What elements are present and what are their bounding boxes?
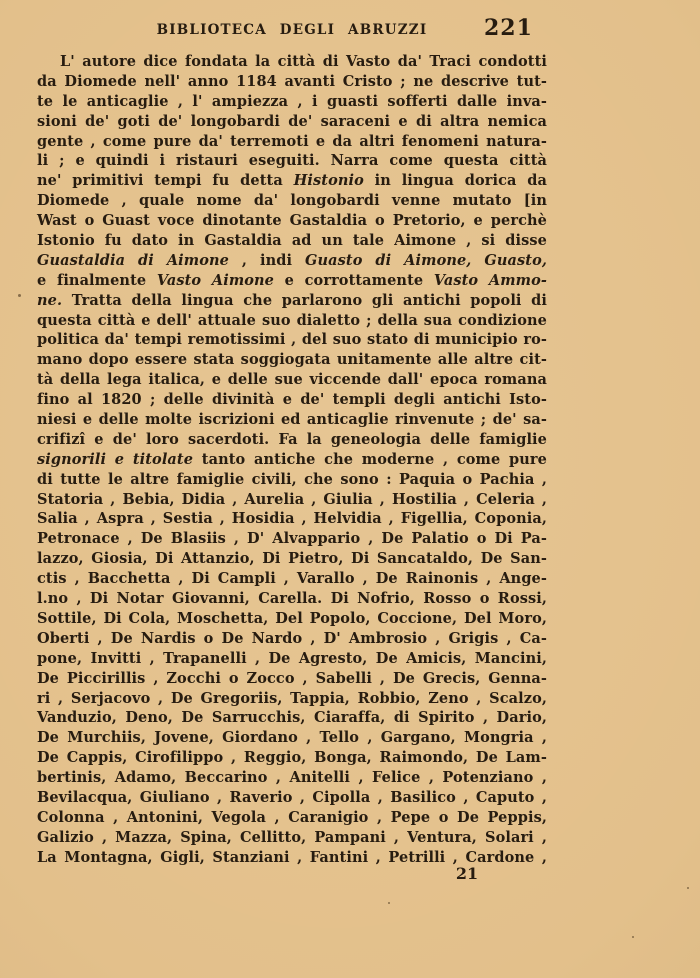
text-line [37, 569, 547, 589]
text-line [37, 410, 547, 430]
text-line [37, 231, 547, 251]
text-line [37, 708, 547, 728]
text-line [37, 728, 547, 748]
text-line [37, 649, 547, 669]
text-segment: tanto antiche che moderne , come pure [193, 450, 547, 468]
text-segment: L' autore dice fondata la città di Vasto da' Traci condotti [60, 53, 547, 70]
signature-number: 21 [455, 864, 479, 883]
text-line [37, 191, 547, 211]
text-line [37, 529, 547, 549]
text-line [37, 490, 547, 510]
text-segment: bertinis, Adamo, Beccarino , Anitelli , Felice , Potenziano , [37, 769, 547, 787]
italic-text-segment: Histonio [293, 172, 364, 190]
text-line [37, 450, 547, 470]
text-line [37, 132, 547, 152]
text-line [37, 271, 547, 291]
text-segment: li ; e quindi i ristauri eseguiti. Narra come questa città [37, 152, 547, 170]
scan-speck [687, 887, 689, 889]
text-segment: De Piccirillis , Zocchi o Zocco , Sabelli , De Grecis, Genna- [37, 669, 547, 687]
text-segment: Wast o Guast voce dinotante Gastaldia o Pretorio, e perchè [37, 212, 547, 230]
text-segment: Statoria , Bebia, Didia , Aurelia , Giulia , Hostilia , Celeria , [37, 490, 547, 508]
text-line [37, 311, 547, 331]
text-line [37, 92, 547, 112]
text-segment: Colonna , Antonini, Vegola , Caranigio , Pepe o De Peppis, [37, 808, 547, 826]
scan-speck [388, 902, 390, 904]
text-line [37, 808, 547, 828]
text-segment: Tratta della lingua che parlarono gli antichi popoli di [62, 291, 547, 309]
text-segment: sioni de' goti de' longobardi de' saraceni e di altra nemica [37, 112, 547, 130]
text-line [37, 470, 547, 490]
text-segment: Petronace , De Blasiis , D' Alvappario , De Palatio o Di Pa- [37, 530, 547, 548]
text-segment: tà della lega italica, e delle sue viccende dall' epoca romana [37, 371, 547, 389]
italic-text-segment: Vasto Aimone [156, 271, 274, 289]
text-line [37, 788, 547, 808]
text-segment: e corrottamente [274, 271, 434, 289]
text-segment: Istonio fu dato in Gastaldia ad un tale Aimone , si disse [37, 232, 547, 250]
text-line [37, 609, 547, 629]
text-segment: gente , come pure da' terremoti e da altri fenomeni natura- [37, 132, 547, 150]
text-segment: mano dopo essere stata soggiogata unitamente alle altre cit- [37, 351, 547, 369]
text-segment: da Diomede nell' anno 1184 avanti Cristo ; ne descrive tut- [37, 72, 547, 90]
text-line [37, 549, 547, 569]
text-segment: fino al 1820 ; delle divinità e de' templi degli antichi Isto- [37, 391, 547, 409]
text-line [37, 689, 547, 709]
text-line [37, 629, 547, 649]
italic-text-segment: Guastaldia di Aimone [37, 251, 229, 269]
text-segment: niesi e delle molte iscrizioni ed anticaglie rinvenute ; de' sa- [37, 411, 547, 429]
text-segment: Bevilacqua, Giuliano , Raverio , Cipolla , Basilico , Caputo , [37, 788, 547, 806]
text-line [37, 748, 547, 768]
text-line [37, 768, 547, 788]
text-segment: La Montagna, Gigli, Stanziani , Fantini , Petrilli , Cardone , [37, 848, 547, 866]
text-line [37, 509, 547, 529]
text-segment: ri , Serjacovo , De Gregoriis, Tappia, Robbio, Zeno , Scalzo, [37, 689, 547, 707]
text-segment: pone, Invitti , Trapanelli , De Agresto, De Amicis, Mancini, [37, 649, 547, 667]
scan-speck [632, 936, 634, 938]
text-segment: ctis , Bacchetta , Di Campli , Varallo , De Rainonis , Ange- [37, 570, 547, 588]
text-segment: Sottile, Di Cola, Moschetta, Del Popolo, Coccione, Del Moro, [37, 609, 547, 627]
text-line [37, 251, 547, 271]
text-segment: e finalmente [37, 271, 157, 289]
text-line [37, 291, 547, 311]
text-segment: Galizio , Mazza, Spina, Cellitto, Pampani , Ventura, Solari , [37, 828, 547, 846]
text-line [37, 589, 547, 609]
italic-text-segment: ne. [37, 291, 63, 309]
text-line [37, 52, 547, 72]
text-segment: Salia , Aspra , Sestia , Hosidia , Helvidia , Figellia, Coponia, [37, 510, 547, 528]
italic-text-segment: Guasto di Aimone, Guasto, [305, 251, 547, 269]
text-segment: politica da' tempi remotissimi , del suo stato di municipio ro- [37, 331, 547, 349]
text-line [37, 350, 547, 370]
text-line [37, 370, 547, 390]
text-segment: di tutte le altre famiglie civili, che sono : Paquia o Pachia , [37, 470, 547, 488]
italic-text-segment: Vasto Ammo- [433, 271, 547, 289]
text-line [37, 211, 547, 231]
running-title: BIBLIOTECA DEGLI ABRUZZI [156, 22, 428, 38]
text-segment: lazzo, Giosia, Di Attanzio, Di Pietro, Di Sancataldo, De San- [37, 550, 547, 568]
text-line [37, 171, 547, 191]
text-line [37, 151, 547, 171]
text-line [37, 72, 547, 92]
text-segment: te le anticaglie , l' ampiezza , i guasti sofferti dalle inva- [37, 92, 547, 110]
text-segment: l.no , Di Notar Giovanni, Carella. Di Nofrio, Rosso o Rossi, [37, 590, 547, 608]
text-segment: Diomede , quale nome da' longobardi venne mutato [in [37, 192, 547, 210]
text-line [37, 112, 547, 132]
text-segment: Oberti , De Nardis o De Nardo , D' Ambrosio , Grigis , Ca- [37, 629, 547, 647]
text-segment: questa città e dell' attuale suo dialetto ; della sua condizione [37, 311, 547, 329]
text-line [37, 430, 547, 450]
italic-text-segment: signorili e titolate [37, 450, 194, 468]
text-line [37, 828, 547, 848]
text-line [37, 390, 547, 410]
scan-speck [18, 294, 21, 297]
page-number: 221 [484, 15, 533, 41]
text-segment: De Murchiis, Jovene, Giordano , Tello , Gargano, Mongria , [37, 729, 547, 747]
text-segment: Vanduzio, Deno, De Sarrucchis, Ciaraffa, di Spirito , Dario, [37, 709, 547, 727]
text-segment: De Cappis, Cirofilippo , Reggio, Bonga, Raimondo, De Lam- [37, 749, 547, 767]
text-segment: crifizî e de' loro sacerdoti. Fa la geneologia delle famiglie [37, 430, 547, 448]
text-line [37, 330, 547, 350]
text-segment: ne' primitivi tempi fu detta [37, 172, 294, 190]
text-segment: , indi [228, 251, 306, 269]
text-block [37, 52, 547, 868]
text-segment: in lingua dorica da [363, 172, 547, 190]
text-line [37, 669, 547, 689]
